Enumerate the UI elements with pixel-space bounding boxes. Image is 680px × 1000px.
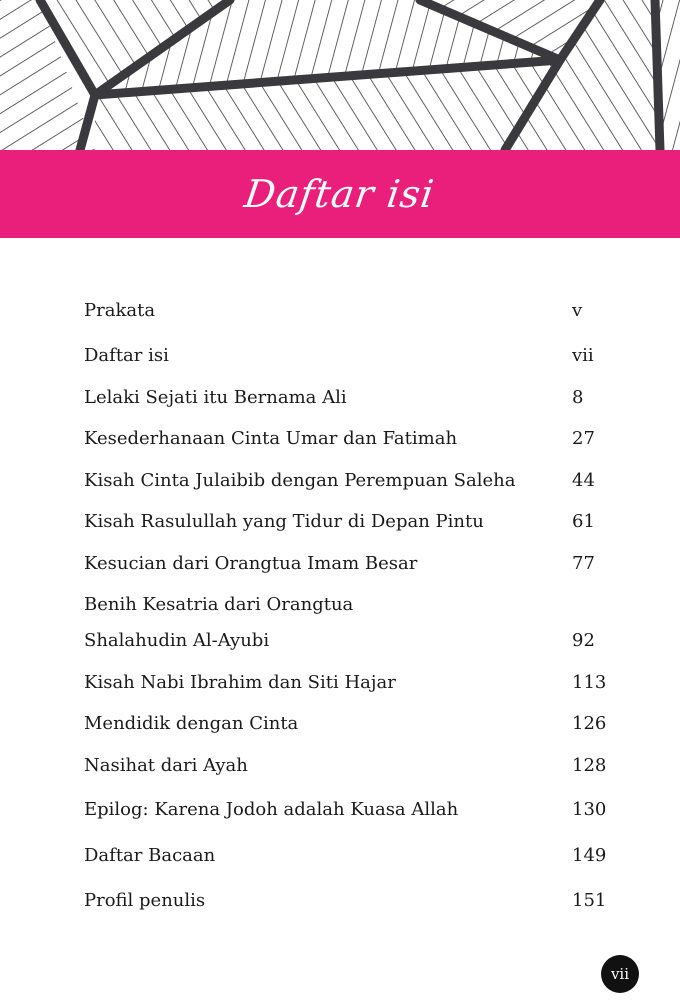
toc-entry-title: Kisah Nabi Ibrahim dan Siti Hajar <box>84 672 396 693</box>
toc-entry[interactable] <box>84 706 624 742</box>
toc-entry[interactable] <box>84 748 624 784</box>
toc-entry-title: Shalahudin Al-Ayubi <box>84 630 270 651</box>
toc-entry[interactable] <box>84 623 624 659</box>
toc-entry[interactable] <box>84 293 624 329</box>
toc-entry-page: 130 <box>572 799 607 820</box>
toc-entry-page: 8 <box>572 387 584 408</box>
toc-entry-page: 61 <box>572 511 595 532</box>
toc-entry[interactable] <box>84 504 624 540</box>
header-pattern <box>0 0 680 150</box>
toc-entry-page: 128 <box>572 755 607 776</box>
toc-entry-title: Nasihat dari Ayah <box>84 755 248 776</box>
toc-entry-page: 126 <box>572 713 607 734</box>
toc-entry-title: Epilog: Karena Jodoh adalah Kuasa Allah <box>84 799 459 820</box>
toc-entry-title: Kisah Rasulullah yang Tidur di Depan Pintu <box>84 511 484 532</box>
toc-entry-page: v <box>572 300 583 321</box>
toc-entry-page: 151 <box>572 890 607 911</box>
toc-entry-title: Mendidik dengan Cinta <box>84 713 299 734</box>
toc-entry-title: Benih Kesatria dari Orangtua <box>84 594 354 615</box>
toc-entry[interactable] <box>84 792 624 828</box>
toc-entry-page: 92 <box>572 630 595 651</box>
stripe-pattern-graphic <box>0 0 680 150</box>
toc-entry[interactable] <box>84 421 624 457</box>
title-band <box>0 150 680 238</box>
toc-entry[interactable] <box>84 463 624 499</box>
toc-entry-page: 77 <box>572 553 595 574</box>
toc-entry[interactable] <box>84 838 624 874</box>
toc-entry-title: Daftar Bacaan <box>84 845 216 866</box>
toc-entry[interactable] <box>84 883 624 919</box>
toc-entry-page: 44 <box>572 470 595 491</box>
toc-entry-title: Lelaki Sejati itu Bernama Ali <box>84 387 347 408</box>
page-number-badge: vii <box>601 955 639 993</box>
toc-entry[interactable] <box>84 665 624 701</box>
toc-entry-title: Kesucian dari Orangtua Imam Besar <box>84 553 418 574</box>
toc-entry-page: 149 <box>572 845 607 866</box>
toc-entry-title: Kisah Cinta Julaibib dengan Perempuan Saleha <box>84 470 516 491</box>
toc-entry-title: Kesederhanaan Cinta Umar dan Fatimah <box>84 428 458 449</box>
toc-entry-title: Daftar isi <box>84 345 169 366</box>
toc-entry[interactable] <box>84 546 624 582</box>
toc-entry[interactable] <box>84 380 624 416</box>
toc-entry[interactable] <box>84 587 624 623</box>
toc-entry-title: Profil penulis <box>84 890 206 911</box>
toc-entry-title: Prakata <box>84 300 156 321</box>
toc-entry-page: vii <box>572 345 594 366</box>
toc-entry-page: 27 <box>572 428 595 449</box>
toc-entry-page: 113 <box>572 672 607 693</box>
toc-entry[interactable] <box>84 338 624 374</box>
page-title: Daftar isi <box>242 172 438 216</box>
